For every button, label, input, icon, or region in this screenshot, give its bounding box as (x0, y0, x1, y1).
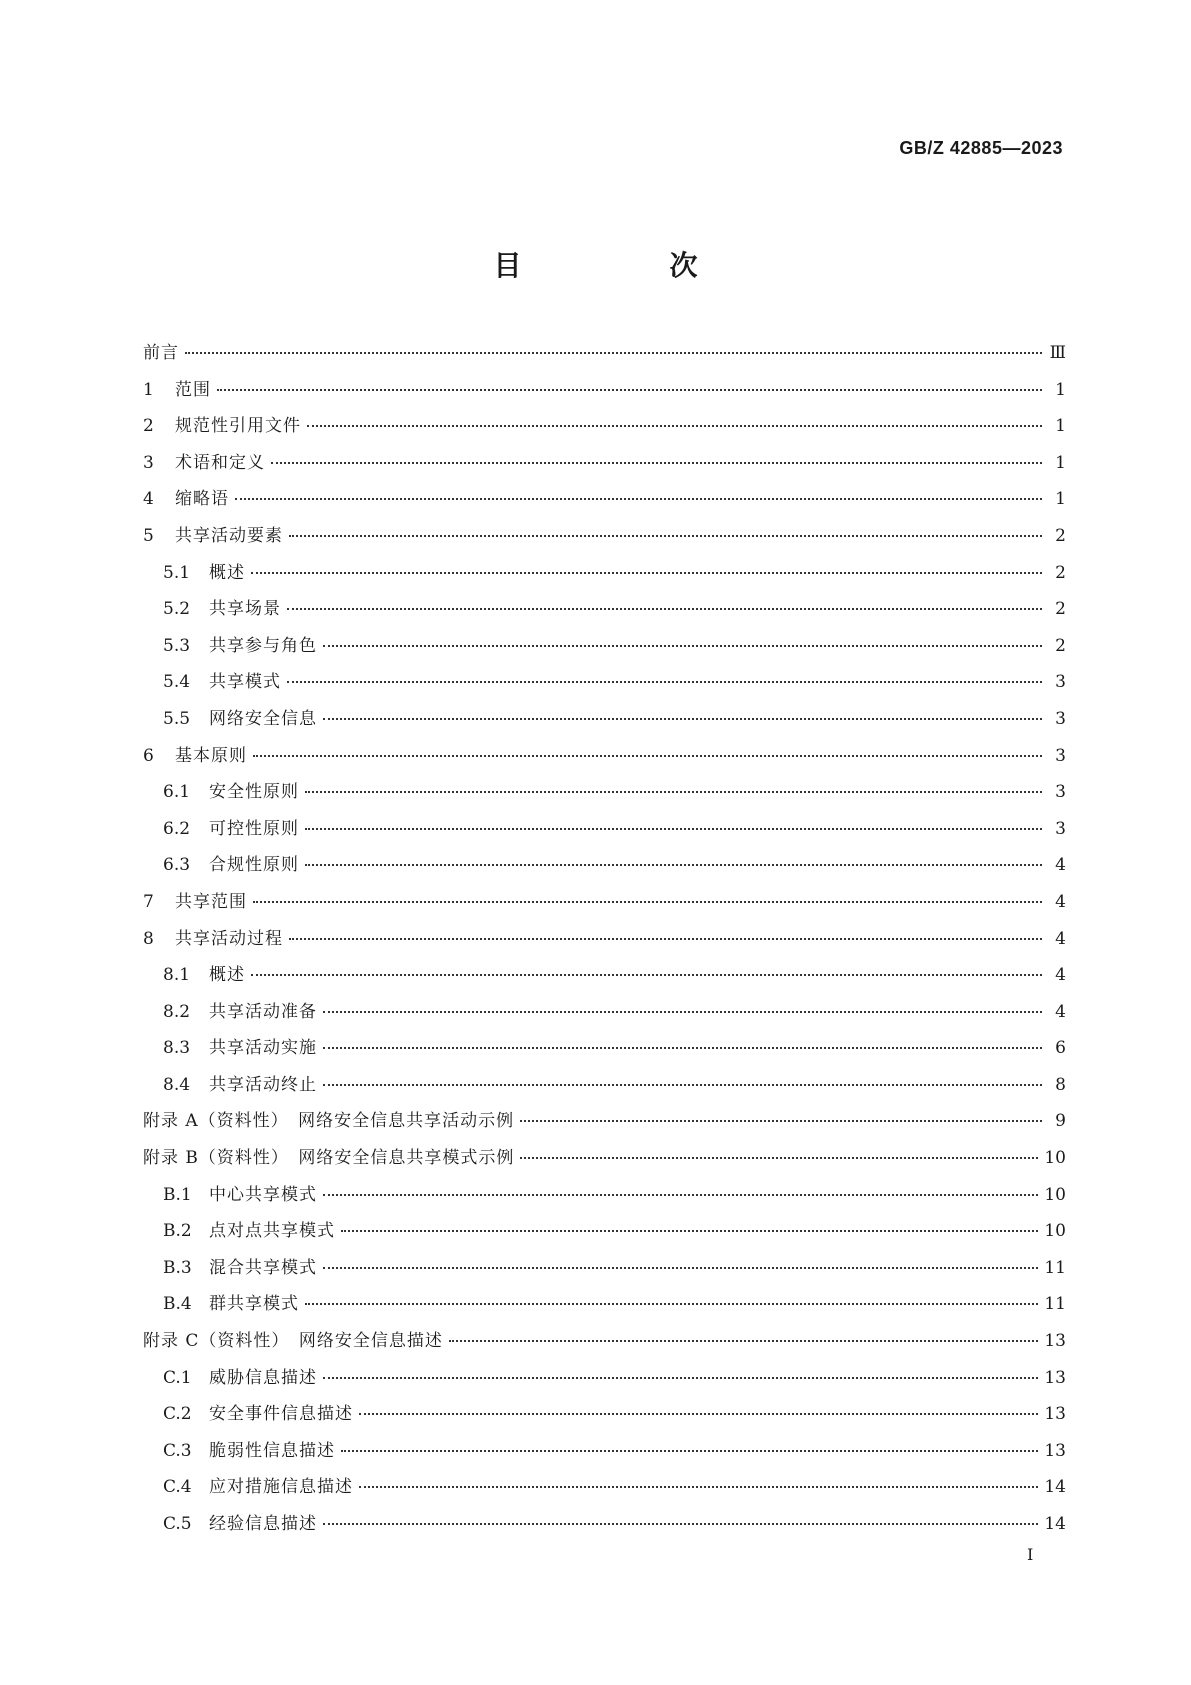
toc-entry-label: 附录 C（资料性） 网络安全信息描述 (143, 1331, 443, 1352)
toc-entry-number: 5.1 (163, 562, 191, 583)
toc-entry-page: 1 (1055, 416, 1066, 437)
dot-leader (305, 827, 1042, 830)
toc-entry-page: 1 (1055, 452, 1066, 473)
toc-entry-page: 1 (1055, 379, 1066, 400)
toc-entry-label: 安全性原则 (209, 782, 299, 803)
toc-entry-number: B.4 (163, 1294, 192, 1315)
toc-entry-label: 共享活动要素 (175, 525, 283, 546)
toc-entry-page: 11 (1044, 1257, 1066, 1278)
toc-entry[interactable] (143, 338, 1066, 375)
toc-entry-page: 3 (1055, 745, 1066, 766)
toc-entry[interactable] (143, 704, 1066, 741)
dot-leader (449, 1339, 1038, 1342)
toc-entry-number: 5.3 (163, 635, 191, 656)
dot-leader (323, 1046, 1042, 1049)
dot-leader (323, 717, 1042, 720)
toc-entry-number: 6.2 (163, 818, 191, 839)
toc-entry-label: 共享范围 (175, 891, 247, 912)
toc-entry-number: 6 (143, 745, 154, 766)
dot-leader (253, 754, 1042, 757)
toc-entry[interactable] (143, 1253, 1066, 1290)
toc-entry-page: 10 (1044, 1148, 1066, 1169)
toc-entry[interactable] (143, 960, 1066, 997)
toc-entry-page: 4 (1055, 1001, 1066, 1022)
toc-entry[interactable] (143, 375, 1066, 412)
toc-entry[interactable] (143, 924, 1066, 961)
toc-entry-number: 7 (143, 891, 154, 912)
dot-leader (235, 497, 1042, 500)
dot-leader (520, 1119, 1042, 1122)
toc-entry-number: 5 (143, 525, 154, 546)
dot-leader (253, 900, 1042, 903)
toc-entry[interactable] (143, 1399, 1066, 1436)
dot-leader (323, 644, 1042, 647)
toc-entry-number: C.2 (163, 1404, 192, 1425)
toc-entry[interactable] (143, 1033, 1066, 1070)
dot-leader (217, 388, 1042, 391)
toc-entry-number: 8.2 (163, 1001, 191, 1022)
dot-leader (185, 351, 1042, 354)
toc-entry[interactable] (143, 484, 1066, 521)
toc-entry[interactable] (143, 1143, 1066, 1180)
toc-entry-label: 概述 (209, 562, 245, 583)
dot-leader (520, 1156, 1038, 1159)
toc-entry-label: 中心共享模式 (209, 1184, 317, 1205)
toc-entry-number: 8 (143, 928, 154, 949)
toc-entry-label: 术语和定义 (175, 452, 265, 473)
toc-entry-label: 共享模式 (209, 672, 281, 693)
toc-entry[interactable] (143, 521, 1066, 558)
toc-entry-label: 共享场景 (209, 599, 281, 620)
toc-entry-page: 13 (1044, 1331, 1066, 1352)
toc-entry-page: 3 (1055, 782, 1066, 803)
dot-leader (323, 1083, 1042, 1086)
toc-entry[interactable] (143, 1363, 1066, 1400)
toc-entry-number: C.4 (163, 1477, 192, 1498)
dot-leader (323, 1376, 1038, 1379)
dot-leader (289, 937, 1042, 940)
toc-entry-label: 范围 (175, 379, 211, 400)
toc-entry-page: Ⅲ (1049, 343, 1066, 363)
toc-entry-page: 13 (1044, 1367, 1066, 1388)
dot-leader (287, 680, 1042, 683)
dot-leader (307, 424, 1042, 427)
dot-leader (341, 1449, 1038, 1452)
dot-leader (359, 1485, 1038, 1488)
toc-entry-number: B.2 (163, 1221, 192, 1242)
toc-entry-number: 6.1 (163, 782, 191, 803)
toc-entry-label: 规范性引用文件 (175, 416, 301, 437)
toc-entry[interactable] (143, 1509, 1066, 1546)
page-folio: Ⅰ (1027, 1545, 1034, 1564)
toc-entry-page: 14 (1044, 1477, 1066, 1498)
standard-code: GB/Z 42885—2023 (899, 138, 1063, 158)
dot-leader (341, 1229, 1038, 1232)
toc-entry[interactable] (143, 1216, 1066, 1253)
toc-entry-page: 4 (1055, 855, 1066, 876)
toc-entry-number: 5.5 (163, 708, 191, 729)
dot-leader (323, 1193, 1038, 1196)
toc-entry-number: 5.4 (163, 672, 191, 693)
toc-entry-number: B.1 (163, 1184, 192, 1205)
toc-entry-number: C.1 (163, 1367, 192, 1388)
toc-entry-number: C.3 (163, 1440, 192, 1461)
toc-entry-label: 网络安全信息 (209, 708, 317, 729)
toc-entry-label: 群共享模式 (209, 1294, 299, 1315)
toc-entry-label: 脆弱性信息描述 (209, 1440, 335, 1461)
toc-entry-label: 共享活动过程 (175, 928, 283, 949)
toc-entry[interactable] (143, 667, 1066, 704)
toc-entry-number: 3 (143, 452, 154, 473)
toc-entry[interactable] (143, 1070, 1066, 1107)
toc-entry-label: 概述 (209, 965, 245, 986)
toc-entry-page: 10 (1044, 1221, 1066, 1242)
dot-leader (289, 534, 1042, 537)
toc-entry-number: 8.4 (163, 1074, 191, 1095)
dot-leader (359, 1412, 1038, 1415)
toc-entry-label: 应对措施信息描述 (209, 1477, 353, 1498)
toc-entry[interactable] (143, 411, 1066, 448)
toc-entry[interactable] (143, 1326, 1066, 1363)
toc-entry[interactable] (143, 1289, 1066, 1326)
dot-leader (251, 973, 1042, 976)
toc-entry[interactable] (143, 448, 1066, 485)
toc-entry-label: 附录 B（资料性） 网络安全信息共享模式示例 (143, 1148, 515, 1169)
toc-entry-page: 3 (1055, 708, 1066, 729)
toc-entry-page: 4 (1055, 965, 1066, 986)
toc-entry[interactable] (143, 777, 1066, 814)
dot-leader (323, 1522, 1038, 1525)
toc-entry-number: 4 (143, 489, 154, 510)
toc-entry[interactable] (143, 594, 1066, 631)
toc-entry-number: 5.2 (163, 599, 191, 620)
table-of-contents (143, 338, 1066, 1546)
toc-entry-page: 13 (1044, 1440, 1066, 1461)
toc-entry-label: 威胁信息描述 (209, 1367, 317, 1388)
toc-entry[interactable] (143, 887, 1066, 924)
toc-entry-page: 1 (1055, 489, 1066, 510)
toc-entry-label: 经验信息描述 (209, 1514, 317, 1534)
toc-entry-page: 3 (1055, 672, 1066, 693)
toc-entry-page: 2 (1055, 599, 1066, 620)
dot-leader (305, 863, 1042, 866)
toc-entry[interactable] (143, 1180, 1066, 1217)
toc-entry-number: 6.3 (163, 855, 191, 876)
toc-entry-number: B.3 (163, 1257, 192, 1278)
toc-entry-number: C.5 (163, 1514, 192, 1534)
toc-entry-label: 缩略语 (175, 489, 229, 510)
toc-entry-number: 8.1 (163, 965, 191, 986)
dot-leader (287, 607, 1042, 610)
toc-entry-label: 混合共享模式 (209, 1257, 317, 1278)
toc-entry-label: 安全事件信息描述 (209, 1404, 353, 1425)
toc-entry-page: 11 (1044, 1294, 1066, 1315)
toc-entry-page: 9 (1055, 1111, 1066, 1132)
toc-entry-label: 点对点共享模式 (209, 1221, 335, 1242)
toc-entry-page: 2 (1055, 562, 1066, 583)
toc-entry-page: 6 (1055, 1038, 1066, 1059)
dot-leader (323, 1010, 1042, 1013)
toc-entry-label: 可控性原则 (209, 818, 299, 839)
toc-entry-page: 2 (1055, 635, 1066, 656)
toc-entry[interactable] (143, 558, 1066, 595)
toc-entry[interactable] (143, 814, 1066, 851)
toc-entry-number: 2 (143, 416, 154, 437)
toc-entry-page: 14 (1044, 1514, 1066, 1534)
toc-entry[interactable] (143, 1472, 1066, 1509)
toc-entry-label: 合规性原则 (209, 855, 299, 876)
toc-entry-number: 1 (143, 379, 154, 400)
toc-entry-label: 基本原则 (175, 745, 247, 766)
toc-entry-page: 8 (1055, 1074, 1066, 1095)
toc-entry-page: 3 (1055, 818, 1066, 839)
toc-entry[interactable] (143, 997, 1066, 1034)
toc-entry-label: 共享活动终止 (209, 1074, 317, 1095)
toc-entry-page: 13 (1044, 1404, 1066, 1425)
page-title: 目 次 (493, 249, 758, 282)
toc-entry[interactable] (143, 1436, 1066, 1473)
toc-entry-page: 4 (1055, 928, 1066, 949)
toc-entry-number: 8.3 (163, 1038, 191, 1059)
toc-entry-label: 前言 (143, 343, 179, 363)
dot-leader (305, 1302, 1038, 1305)
toc-entry-label: 共享活动准备 (209, 1001, 317, 1022)
dot-leader (323, 1266, 1038, 1269)
toc-entry-page: 10 (1044, 1184, 1066, 1205)
toc-entry-page: 4 (1055, 891, 1066, 912)
toc-entry-label: 附录 A（资料性） 网络安全信息共享活动示例 (143, 1111, 515, 1132)
dot-leader (251, 571, 1042, 574)
toc-entry[interactable] (143, 850, 1066, 887)
toc-entry[interactable] (143, 631, 1066, 668)
dot-leader (305, 790, 1042, 793)
toc-entry-label: 共享参与角色 (209, 635, 317, 656)
dot-leader (271, 461, 1042, 464)
toc-entry-page: 2 (1055, 525, 1066, 546)
toc-entry-label: 共享活动实施 (209, 1038, 317, 1059)
toc-entry[interactable] (143, 1106, 1066, 1143)
toc-entry[interactable] (143, 741, 1066, 778)
